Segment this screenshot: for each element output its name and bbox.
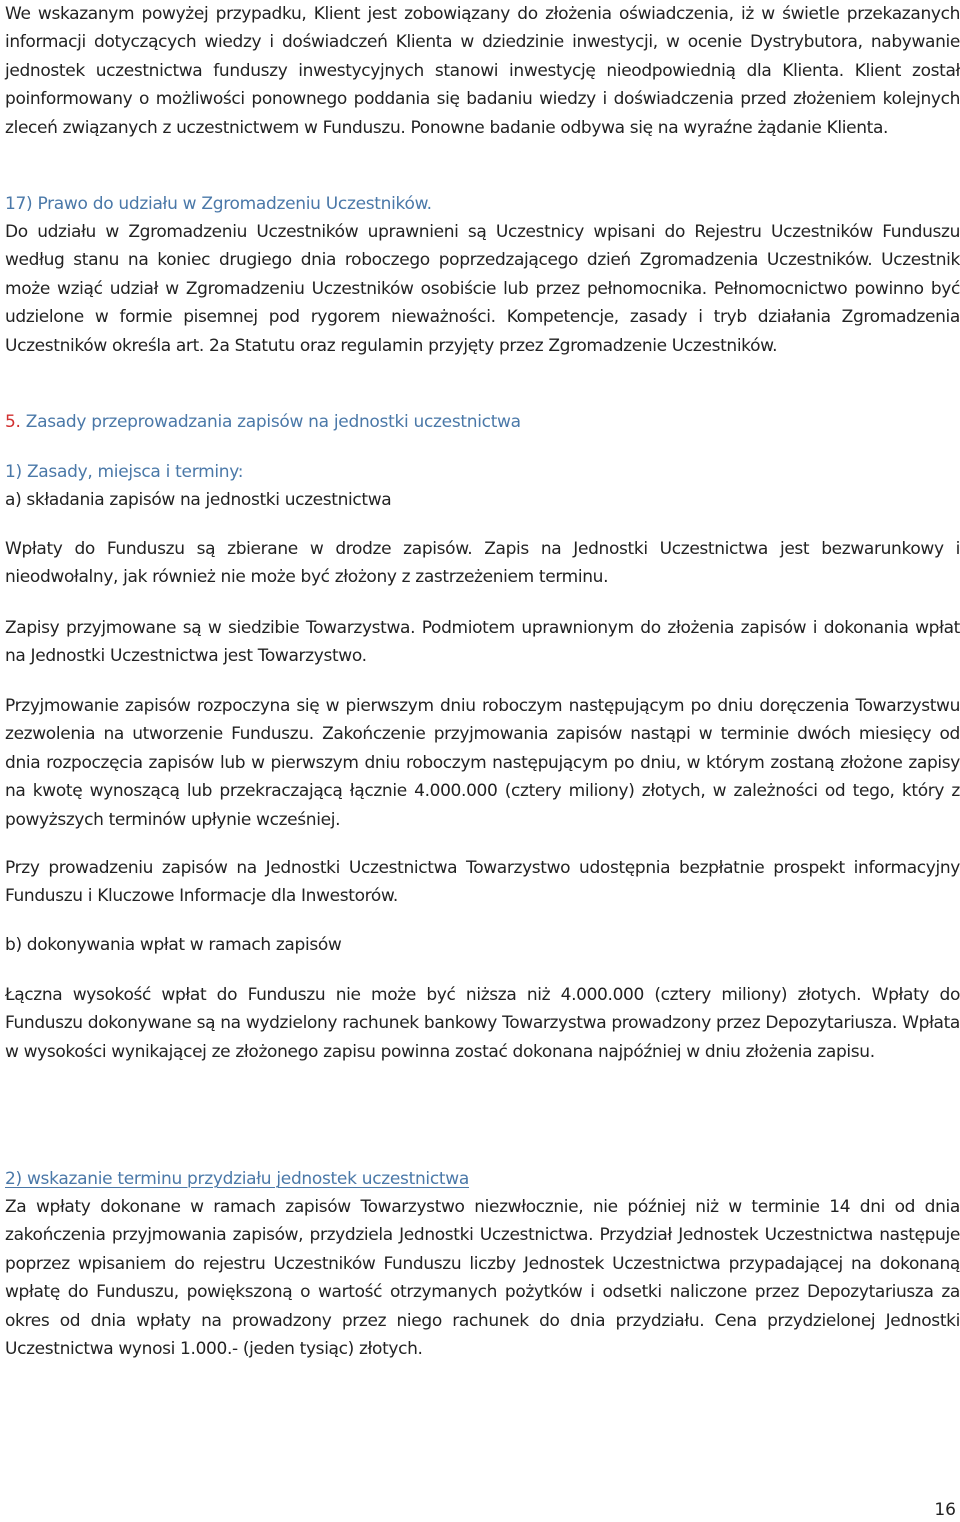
paragraph-a3: Przyjmowanie zapisów rozpoczyna się w pierwszym dniu roboczym następującym po dniu doręczenia Towarzystwu zezwolenia na utworzenie Funduszu. Zakończenie przyjmowania zapisów nastąpi w terminie dwóch miesięcy od dnia rozpoczęcia zapisów lub w pierwszym dniu roboczym następującym po dniu, w którym zostaną złożone zapisy na kwotę wynoszącą lub przekraczającą łącznie 4.000.000 (cztery miliony) złotych, w zależności od tego, który z powyższych terminów upłynie wcześniej.: [5, 696, 960, 830]
paragraph-a2: Zapisy przyjmowane są w siedzibie Towarzystwa. Podmiotem uprawnionym do złożenia zapisów i dokonania wpłat na Jednostki Uczestnictwa jest Towarzystwo.: [5, 618, 960, 667]
paragraph-a1: Wpłaty do Funduszu są zbierane w drodze zapisów. Zapis na Jednostki Uczestnictwa jest bezwarunkowy i nieodwołalny, jak również nie może być złożony z zastrzeżeniem terminu.: [5, 539, 960, 588]
section-5-heading: [5, 408, 960, 436]
section-17-paragraph: Do udziału w Zgromadzeniu Uczestników uprawnieni są Uczestnicy wpisani do Rejestru Uczestników Funduszu według stanu na koniec drugiego dnia roboczego poprzedzającego dzień Zgromadzenia Uczestników. Uczestnik może wziąć udział w Zgromadzeniu Uczestników osobiście lub przez pełnomocnika. Pełnomocnictwo powinno być udzielone w formie pisemnej pod rygorem nieważności. Kompetencje, zasady i tryb działania Zgromadzenia Uczestników określa art. 2a Statutu oraz regulamin przyjęty przez Zgromadzenie Uczestników.: [5, 222, 960, 356]
paragraph-2: Za wpłaty dokonane w ramach zapisów Towarzystwo niezwłocznie, nie później niż w terminie 14 dni od dnia zakończenia przyjmowania zapisów, przydziela Jednostki Uczestnictwa. Przydział Jednostek Uczestnictwa następuje poprzez wpisaniem do rejestru Uczestników Funduszu liczby Jednostek Uczestnictwa przypadającej na dokonaną wpłatę do Funduszu, powiększoną o wartość otrzymanych pożytków i odsetki naliczone przez Depozytariusza za okres od dnia wpłaty na prowadzony przez niego rachunek do dnia przydziału. Cena przydzielonej Jednostki Uczestnictwa wynosi 1.000.- (jeden tysiąc) złotych.: [5, 1197, 960, 1360]
paragraph-b1: Łączna wysokość wpłat do Funduszu nie może być niższa niż 4.000.000 (cztery miliony) złotych. Wpłaty do Funduszu dokonywane są na wydzielony rachunek bankowy Towarzystwa prowadzony przez Depozytariusza. Wpłata w wysokości wynikającej ze złożonego zapisu powinna zostać dokonana najpóźniej w dniu złożenia zapisu.: [5, 985, 960, 1062]
subsection-a-title: a) składania zapisów na jednostki uczestnictwa: [5, 490, 392, 510]
section-17-heading: 17) Prawo do udziału w Zgromadzeniu Uczestników.: [5, 194, 432, 214]
paragraph-a4: Przy prowadzeniu zapisów na Jednostki Uczestnictwa Towarzystwo udostępnia bezpłatnie prospekt informacyjny Funduszu i Kluczowe Informacje dla Inwestorów.: [5, 858, 960, 907]
page-number: 16: [934, 1500, 956, 1520]
subsection-b-title: b) dokonywania wpłat w ramach zapisów: [5, 935, 342, 955]
subsection-1-heading: 1) Zasady, miejsca i terminy:: [5, 462, 244, 482]
subsection-2-heading: [5, 1165, 960, 1193]
section-5-number: 5.: [5, 412, 21, 432]
subsection-2-title: 2) wskazanie terminu przydziału jednostek uczestnictwa: [5, 1169, 469, 1189]
intro-paragraph: We wskazanym powyżej przypadku, Klient jest zobowiązany do złożenia oświadczenia, iż w świetle przekazanych informacji dotyczących wiedzy i doświadczeń Klienta w dziedzinie inwestycji, w ocenie Dystrybutora, nabywanie jednostek uczestnictwa funduszy inwestycyjnych stanowi inwestycję nieodpowiednią dla Klienta. Klient został poinformowany o możliwości ponownego poddania się badaniu wiedzy i doświadczenia przed złożeniem kolejnych zleceń związanych z uczestnictwem w Funduszu. Ponowne badanie odbywa się na wyraźne żądanie Klienta.: [5, 4, 960, 138]
section-5-title: Zasady przeprowadzania zapisów na jednostki uczestnictwa: [20, 412, 521, 432]
